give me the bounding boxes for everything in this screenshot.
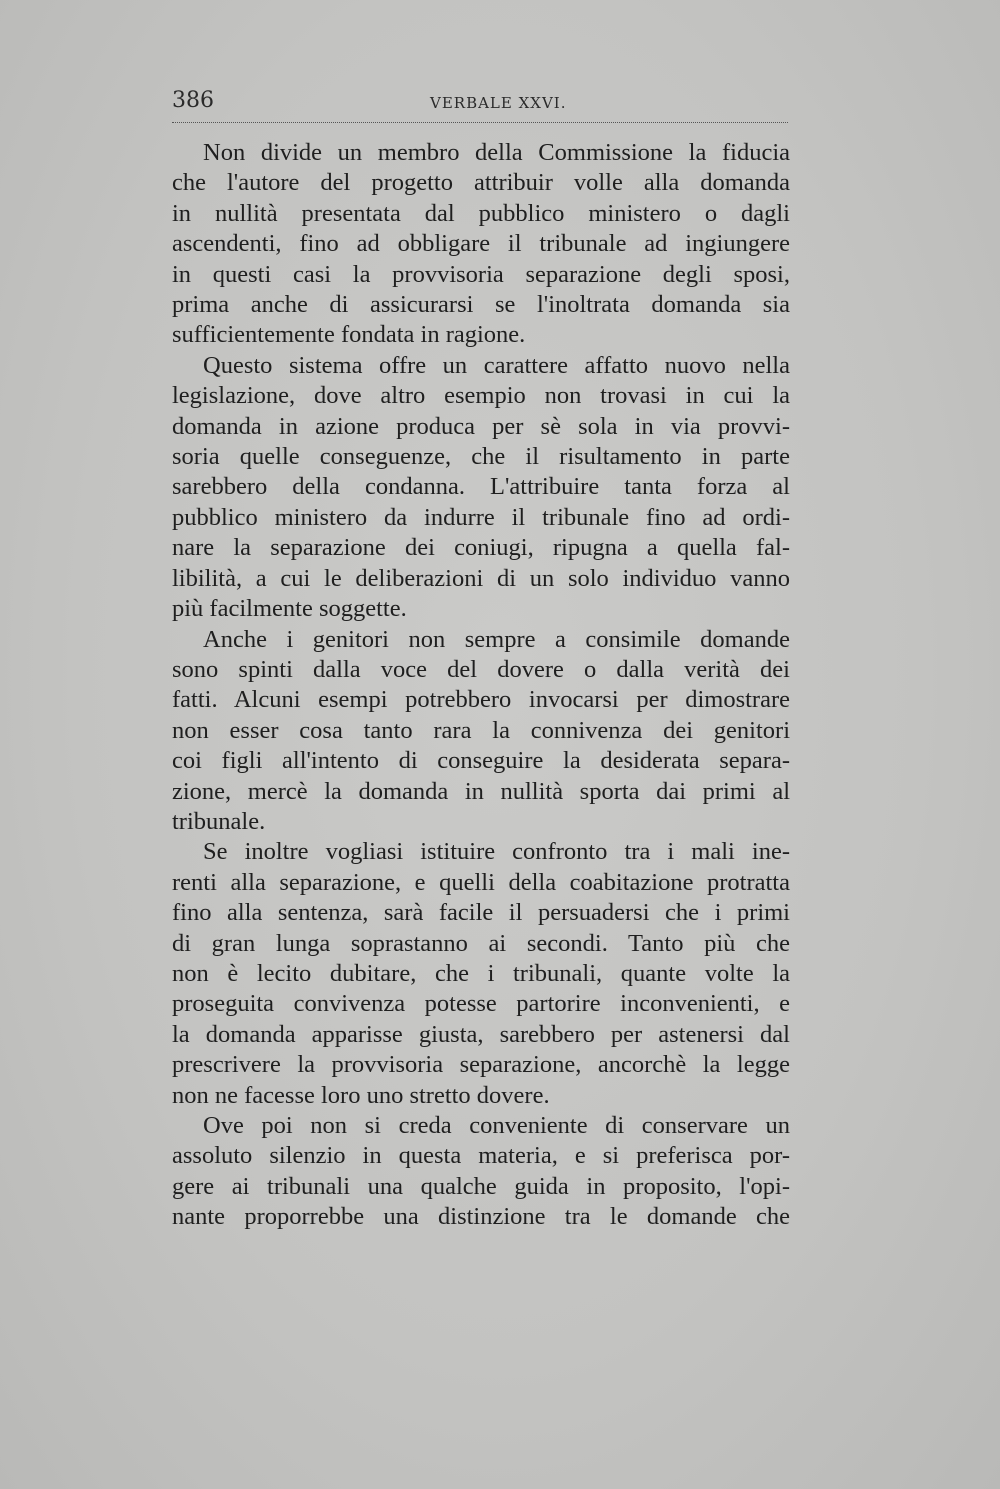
text-line: di gran lunga soprastanno ai secondi. Tanto più che <box>172 929 790 957</box>
text-line: tribunale. <box>172 807 266 835</box>
text-line: Se inoltre vogliasi istituire confronto tra i mali ine- <box>203 838 790 866</box>
text-line: nante proporrebbe una distinzione tra le domande che <box>172 1203 790 1231</box>
paragraph <box>172 351 790 625</box>
text-line: sono spinti dalla voce del dovere o dalla verità dei <box>172 655 790 683</box>
text-line: Non divide un membro della Commissione la fiducia <box>203 139 790 166</box>
text-line: coi figli all'intento di conseguire la desiderata separa- <box>172 747 790 775</box>
text-line: pubblico ministero da indurre il tribunale fino ad ordi- <box>172 503 790 531</box>
text-line: Anche i genitori non sempre a consimile domande <box>203 625 790 653</box>
text-line: non esser cosa tanto rara la connivenza dei genitori <box>172 716 790 744</box>
paragraph <box>172 837 790 1111</box>
running-title: VERBALE XXVI. <box>430 94 567 112</box>
text-line: nare la separazione dei coniugi, ripugna a quella fal- <box>172 534 790 562</box>
text-line: la domanda apparisse giusta, sarebbero per astenersi dal <box>172 1020 790 1048</box>
text-line: prima anche di assicurarsi se l'inoltrata domanda sia <box>172 291 790 319</box>
text-line: che l'autore del progetto attribuir volle alla domanda <box>172 169 790 197</box>
paragraph <box>172 1111 790 1233</box>
body-text <box>172 138 790 1233</box>
header-rule <box>172 122 788 123</box>
text-line: renti alla separazione, e quelli della coabitazione protratta <box>172 868 790 896</box>
text-line: libilità, a cui le deliberazioni di un solo individuo vanno <box>172 564 790 592</box>
text-line: fino alla sentenza, sarà facile il persuadersi che i primi <box>172 899 790 927</box>
text-line: non ne facesse loro uno stretto dovere. <box>172 1081 550 1109</box>
text-line: prescrivere la provvisoria separazione, ancorchè la legge <box>172 1051 790 1079</box>
text-line: soria quelle conseguenze, che il risultamento in parte <box>172 443 790 471</box>
text-line: assoluto silenzio in questa materia, e si preferisca por- <box>172 1142 790 1170</box>
text-line: sarebbero della condanna. L'attribuire tanta forza al <box>172 473 790 501</box>
text-line: gere ai tribunali una qualche guida in proposito, l'opi- <box>172 1172 790 1200</box>
text-line: fatti. Alcuni esempi potrebbero invocarsi per dimostrare <box>172 686 790 714</box>
page-number: 386 <box>172 88 214 113</box>
text-line: Ove poi non si creda conveniente di conservare un <box>203 1112 790 1139</box>
text-line: legislazione, dove altro esempio non trovasi in cui la <box>172 382 790 410</box>
text-line: non è lecito dubitare, che i tribunali, quante volte la <box>172 959 790 987</box>
text-line: domanda in azione produca per sè sola in via provvi- <box>172 412 790 440</box>
text-line: zione, mercè la domanda in nullità sporta dai primi al <box>172 777 790 805</box>
text-line: in questi casi la provvisoria separazione degli sposi, <box>172 260 790 288</box>
paragraph <box>172 138 790 351</box>
text-line: proseguita convivenza potesse partorire inconvenienti, e <box>172 990 790 1018</box>
running-head <box>172 88 788 122</box>
text-line: in nullità presentata dal pubblico ministero o dagli <box>172 199 790 227</box>
text-line: ascendenti, fino ad obbligare il tribunale ad ingiungere <box>172 230 790 258</box>
text-line: Questo sistema offre un carattere affatto nuovo nella <box>203 351 790 379</box>
paragraph <box>172 625 790 838</box>
text-line: sufficientemente fondata in ragione. <box>172 321 526 349</box>
text-line: più facilmente soggette. <box>172 595 407 623</box>
